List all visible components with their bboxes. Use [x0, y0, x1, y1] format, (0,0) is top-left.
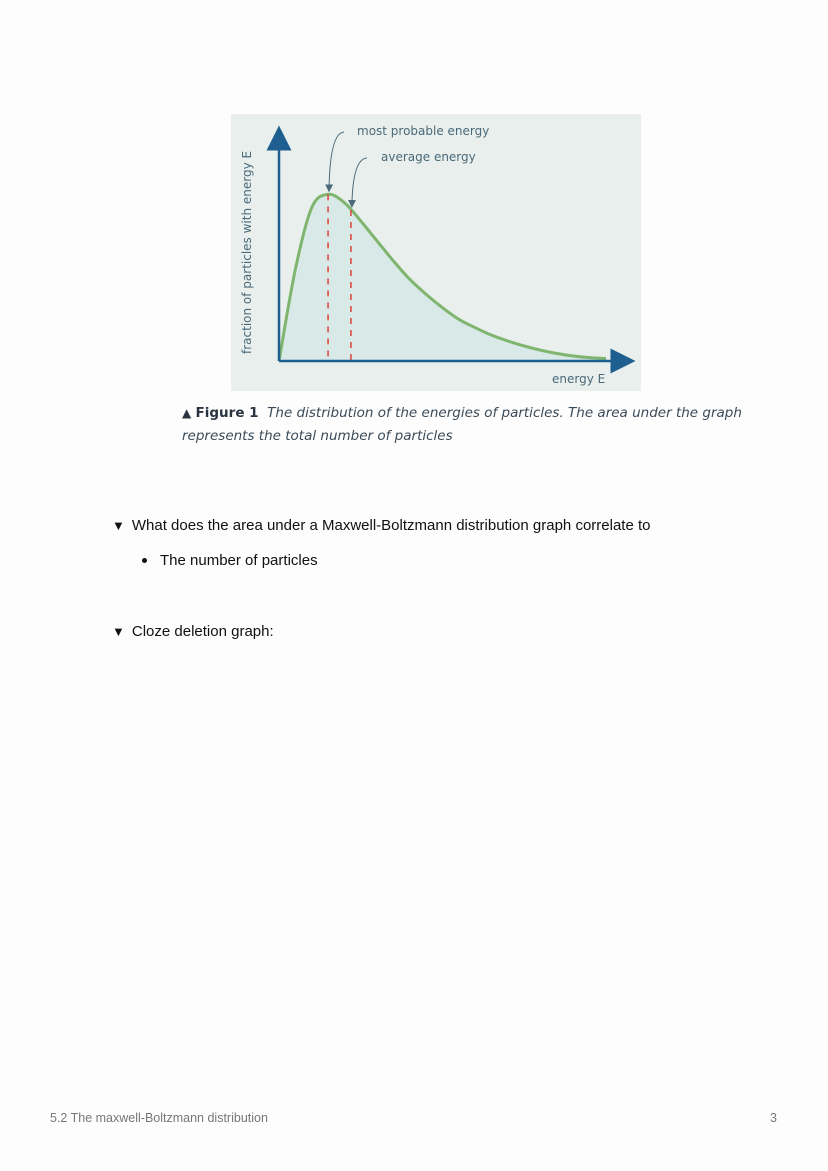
toggle-text: What does the area under a Maxwell-Boltzmann distribution graph correlate to — [131, 517, 651, 534]
caption-text-line2: represents the total number of particles — [182, 428, 453, 444]
most-probable-energy-label: most probable energy — [357, 124, 490, 138]
caption-triangle-icon: ▲ — [182, 406, 192, 420]
x-axis-label: energy E — [552, 372, 606, 386]
toggle-text: Cloze deletion graph: — [131, 623, 274, 640]
list-item-text: The number of particles — [160, 552, 318, 569]
figure-caption — [182, 402, 742, 448]
y-axis-label: fraction of particles with energy E — [240, 150, 254, 354]
list-item — [142, 552, 318, 569]
average-energy-label: average energy — [381, 150, 476, 164]
bullet-icon — [142, 558, 147, 563]
average-pointer — [352, 158, 367, 204]
page-number: 3 — [770, 1111, 777, 1125]
most-probable-pointer — [329, 132, 344, 188]
caption-text-line1: The distribution of the energies of particles. The area under the graph — [267, 405, 742, 421]
caption-label: Figure 1 — [195, 405, 259, 421]
footer-title: 5.2 The maxwell-Boltzmann distribution — [50, 1111, 268, 1125]
toggle-question-area[interactable] — [112, 517, 650, 534]
triangle-down-icon[interactable]: ▼ — [112, 624, 125, 639]
toggle-cloze-graph[interactable] — [112, 623, 274, 640]
triangle-down-icon[interactable]: ▼ — [112, 518, 125, 533]
